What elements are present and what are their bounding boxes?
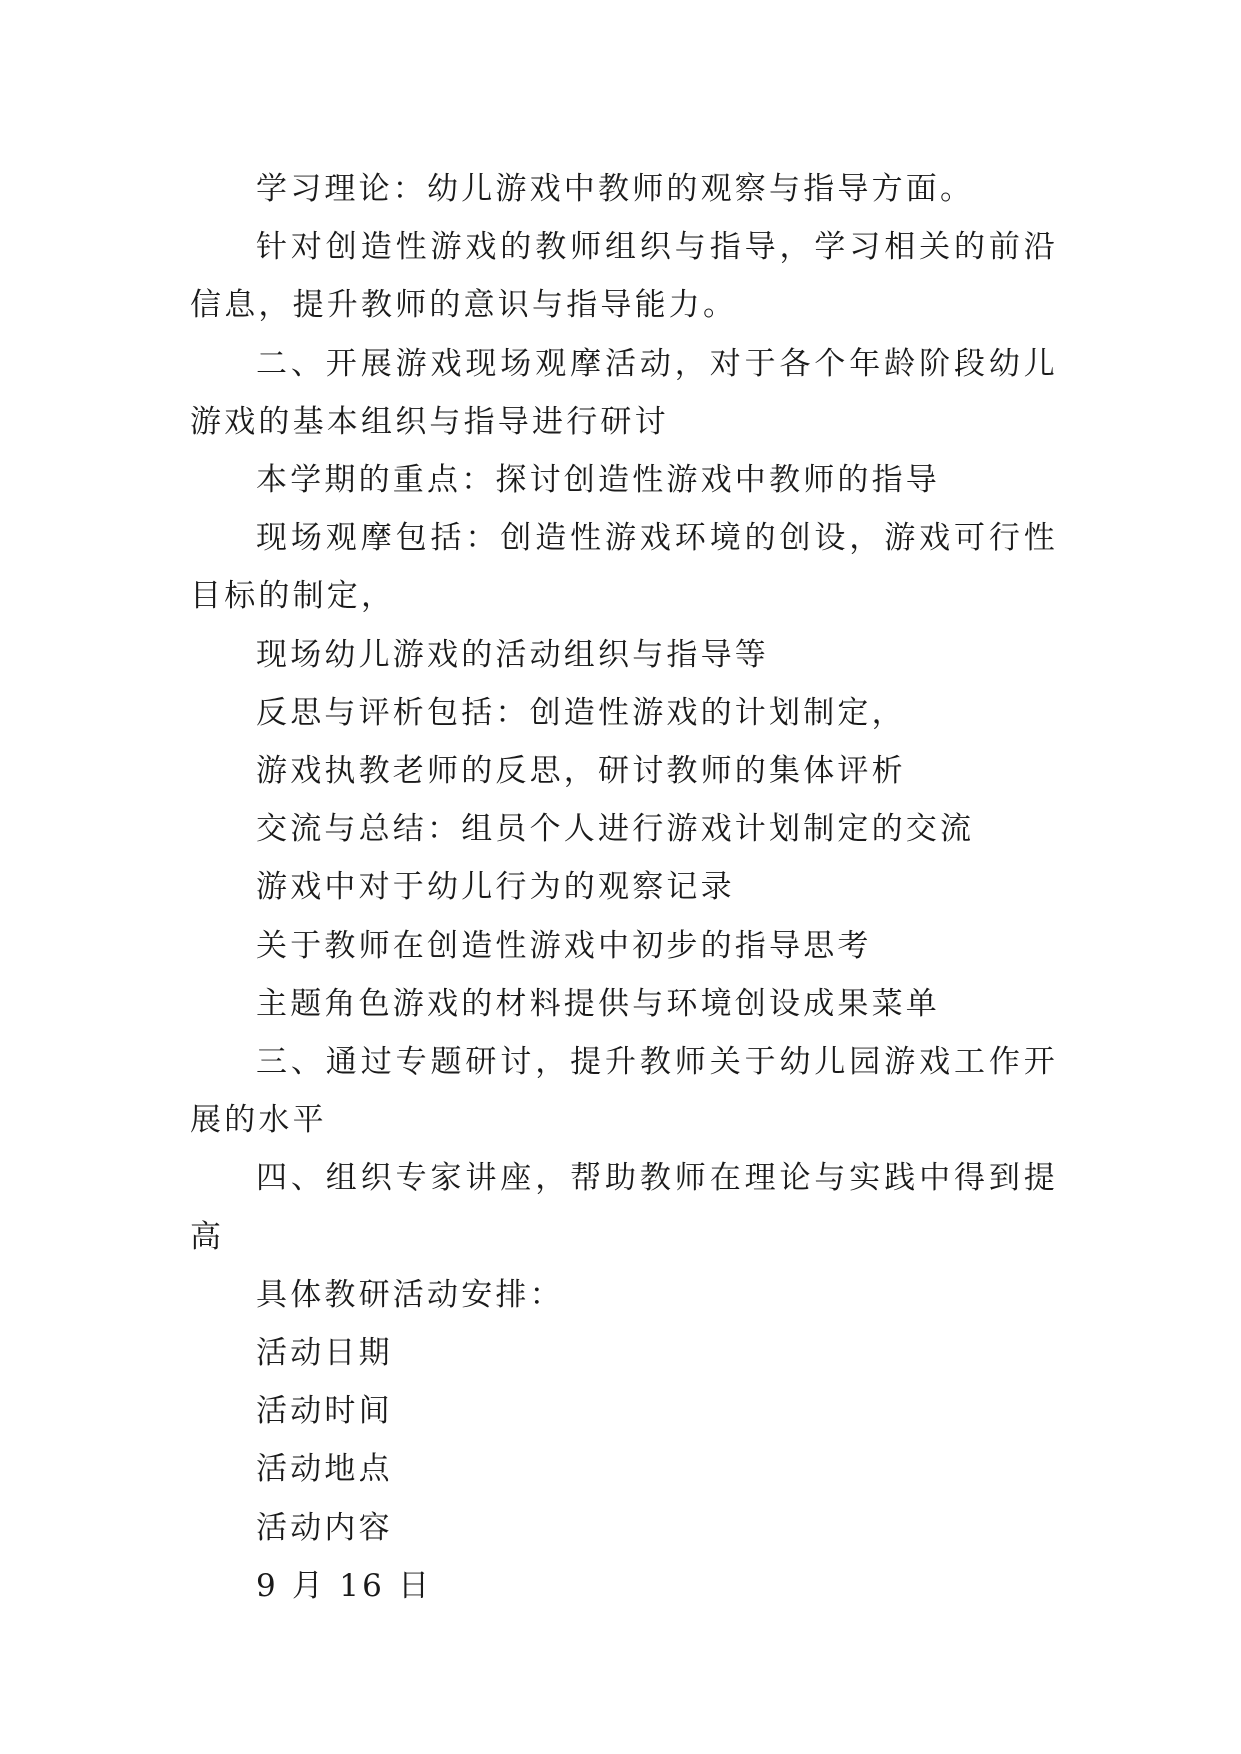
paragraph-date-entry: 9 月 16 日	[256, 1567, 433, 1604]
paragraph-activity-date: 活动日期	[256, 1335, 393, 1372]
paragraph-observation-record: 游戏中对于幼儿行为的观察记录	[256, 869, 735, 906]
paragraph-guidance-thinking: 关于教师在创造性游戏中初步的指导思考	[256, 927, 872, 964]
paragraph-exchange-summary: 交流与总结：组员个人进行游戏计划制定的交流	[256, 811, 975, 848]
paragraph-activity-location: 活动地点	[256, 1451, 393, 1488]
paragraph-theme-role-play: 主题角色游戏的材料提供与环境创设成果菜单	[256, 985, 940, 1022]
paragraph-activity-content: 活动内容	[256, 1509, 393, 1546]
document-body	[190, 160, 1058, 1615]
paragraph-section-3-heading: 三、通过专题研讨，提升教师关于幼儿园游戏工作开展的水平	[190, 1044, 1058, 1139]
paragraph-section-4-heading: 四、组织专家讲座，帮助教师在理论与实践中得到提高	[190, 1160, 1058, 1255]
paragraph-study-theory: 学习理论：幼儿游戏中教师的观察与指导方面。	[256, 171, 975, 207]
paragraph-observation-includes: 现场观摩包括：创造性游戏环境的创设，游戏可行性目标的制定，	[190, 520, 1058, 615]
paragraph-teacher-reflection: 游戏执教老师的反思，研讨教师的集体评析	[256, 753, 906, 790]
paragraph-on-site-activity: 现场幼儿游戏的活动组织与指导等	[256, 636, 769, 673]
paragraph-semester-focus: 本学期的重点：探讨创造性游戏中教师的指导	[256, 462, 940, 499]
paragraph-creative-game-guidance: 针对创造性游戏的教师组织与指导，学习相关的前沿信息，提升教师的意识与指导能力。	[190, 229, 1058, 324]
paragraph-reflection-includes: 反思与评析包括：创造性游戏的计划制定，	[256, 694, 906, 731]
paragraph-schedule-intro: 具体教研活动安排：	[256, 1276, 564, 1313]
paragraph-section-2-heading: 二、开展游戏现场观摩活动，对于各个年龄阶段幼儿游戏的基本组织与指导进行研讨	[190, 345, 1058, 440]
paragraph-activity-time: 活动时间	[256, 1393, 393, 1430]
